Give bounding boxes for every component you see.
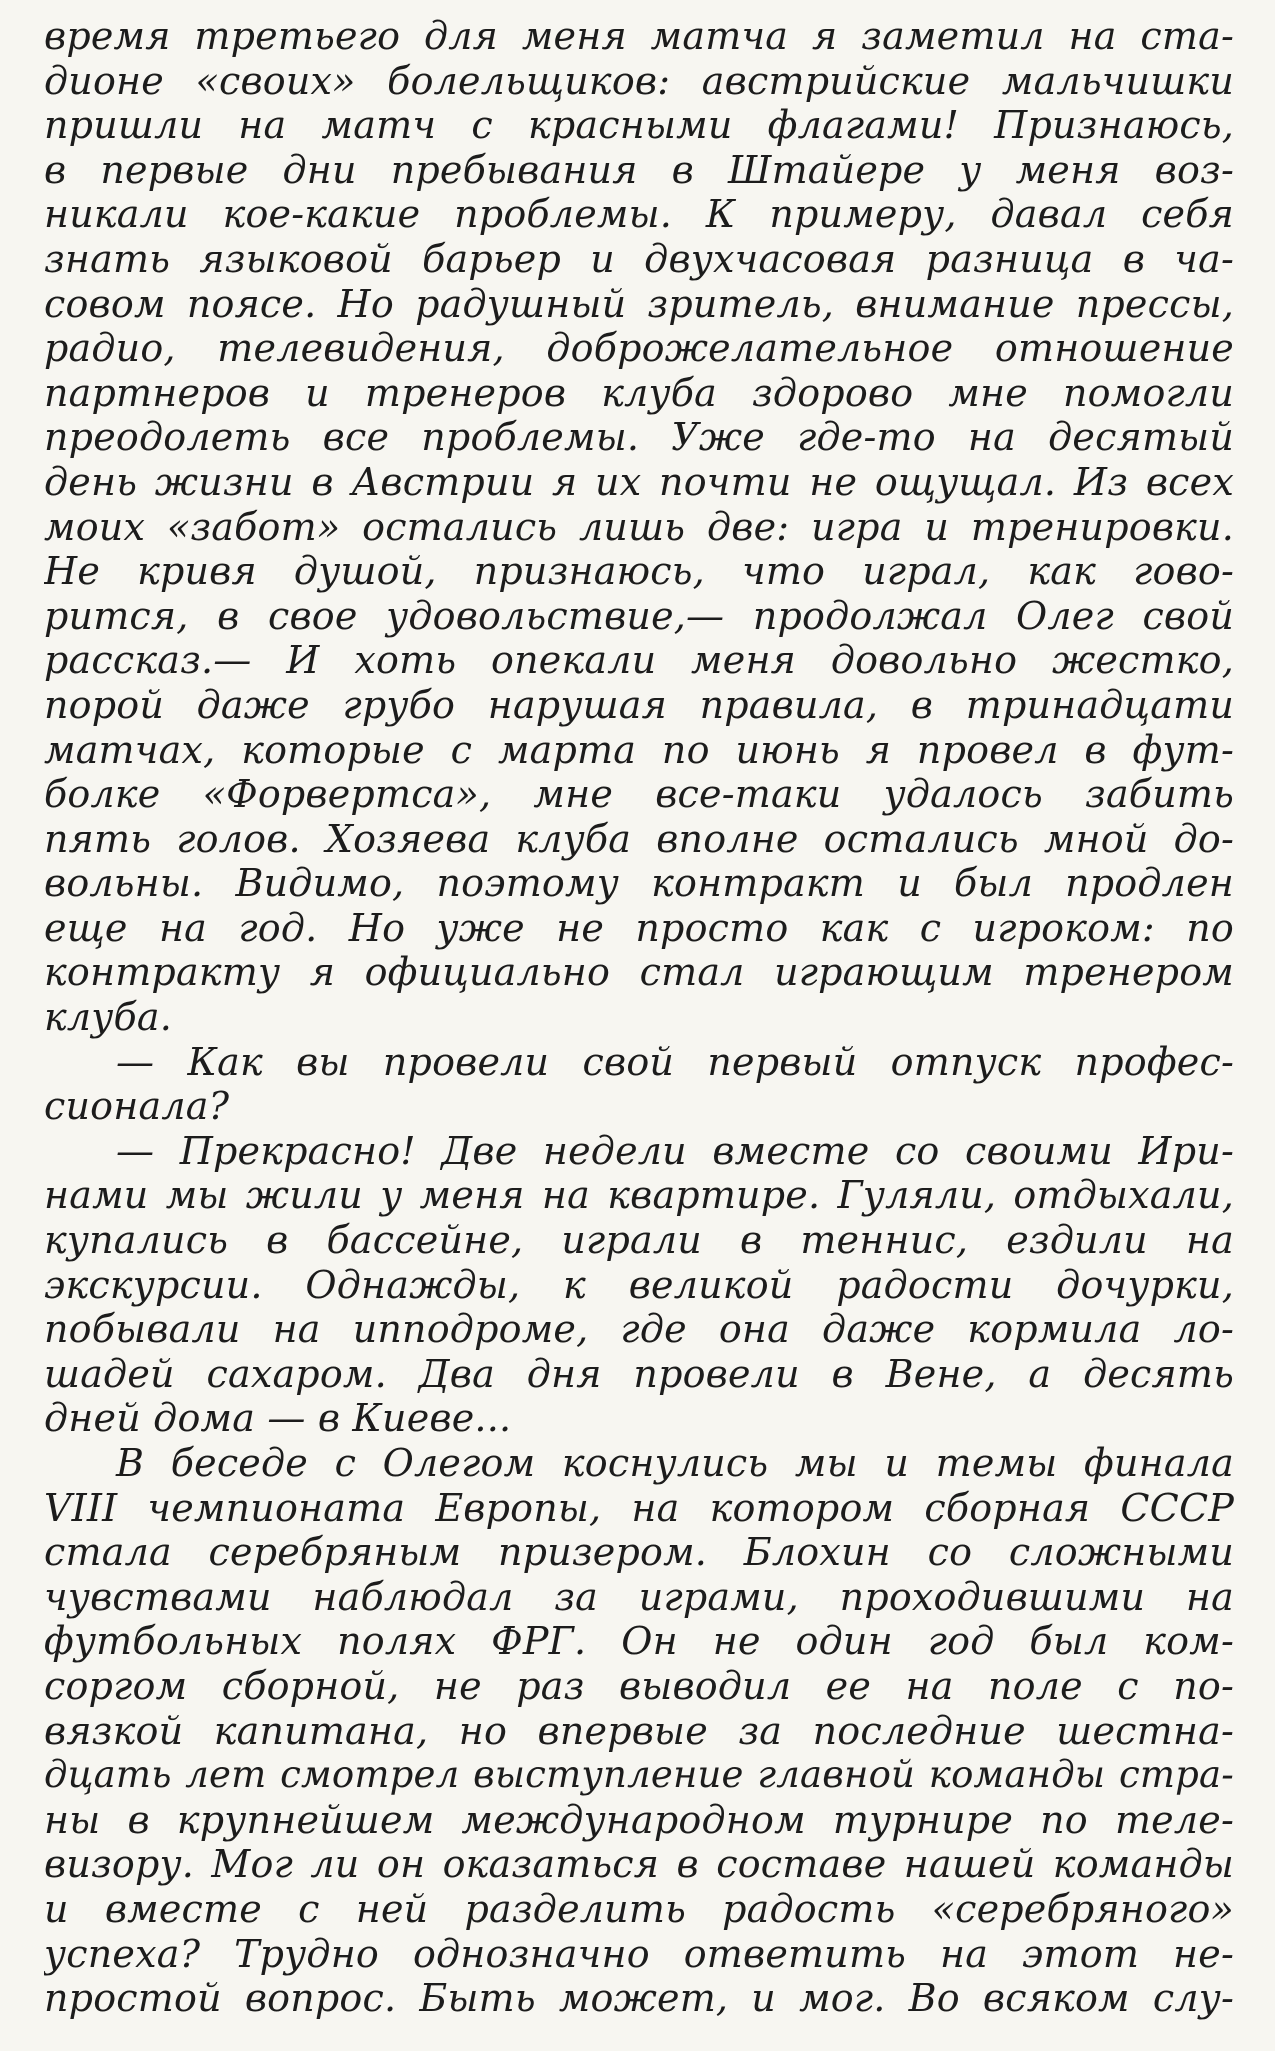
text-line: вязкой капитана, но впервые за последние шестна- xyxy=(44,1708,1234,1753)
text-line: рассказ.— И хоть опекали меня довольно жестко, xyxy=(44,638,1234,683)
text-line: купались в бассейне, играли в теннис, ездили на xyxy=(44,1218,1234,1263)
text-line: визору. Мог ли он оказаться в составе нашей команды xyxy=(44,1842,1234,1887)
text-line: чувствами наблюдал за играми, проходившими на xyxy=(44,1574,1234,1619)
text-line: экскурсии. Однажды, к великой радости дочурки, xyxy=(44,1262,1234,1307)
text-line: соргом сборной, не раз выводил ее на поле с по- xyxy=(44,1663,1234,1708)
text-line: радио, телевидения, доброжелательное отношение xyxy=(44,326,1234,371)
text-line: знать языковой барьер и двухчасовая разница в ча- xyxy=(44,236,1234,281)
text-line: никали кое-какие проблемы. К примеру, давал себя xyxy=(44,192,1234,237)
text-line: контракту я официально стал играющим тренером xyxy=(44,950,1234,995)
text-line: рится, в свое удовольствие,— продолжал Олег свой xyxy=(44,593,1234,638)
text-line: VIII чемпионата Европы, на котором сборная СССР xyxy=(44,1485,1234,1530)
text-line: матчах, которые с марта по июнь я провел в фут- xyxy=(44,727,1234,772)
text-line: ны в крупнейшем международном турнире по теле- xyxy=(44,1797,1234,1842)
text-line: дней дома — в Киеве... xyxy=(44,1396,512,1441)
body-text xyxy=(44,14,1234,2021)
text-line: пришли на матч с красными флагами! Признаюсь, xyxy=(44,103,1234,148)
text-line: В беседе с Олегом коснулись мы и темы финала xyxy=(116,1441,1234,1485)
text-line: еще на год. Но уже не просто как с игроком: по xyxy=(44,905,1234,950)
text-line: клуба. xyxy=(44,995,173,1040)
text-line: успеха? Трудно однозначно ответить на этот не- xyxy=(44,1931,1234,1976)
text-line: сионала? xyxy=(44,1084,230,1129)
text-line: партнеров и тренеров клуба здорово мне помогли xyxy=(44,370,1234,415)
text-line: день жизни в Австрии я их почти не ощущал. Из всех xyxy=(44,459,1234,504)
text-line: дцать лет смотрел выступление главной команды стра- xyxy=(44,1753,1234,1797)
text-line: пять голов. Хозяева клуба вполне остались мной до- xyxy=(44,816,1234,861)
text-line: стала серебряным призером. Блохин со сложными xyxy=(44,1530,1234,1575)
text-line: Не кривя душой, признаюсь, что играл, как гово- xyxy=(44,549,1234,594)
text-line: моих «забот» остались лишь две: игра и тренировки. xyxy=(44,504,1234,549)
text-line: совом поясе. Но радушный зритель, внимание прессы, xyxy=(44,281,1234,326)
text-line: шадей сахаром. Два дня провели в Вене, а десять xyxy=(44,1351,1234,1396)
text-line: порой даже грубо нарушая правила, в тринадцати xyxy=(44,682,1234,727)
text-line: время третьего для меня матча я заметил на ста- xyxy=(44,14,1234,58)
text-line: футбольных полях ФРГ. Он не один год был ком- xyxy=(44,1619,1234,1664)
text-line: болке «Форвертса», мне все-таки удалось забить xyxy=(44,772,1234,817)
text-line: — Прекрасно! Две недели вместе со своими Ири- xyxy=(116,1128,1234,1173)
text-line: дионе «своих» болельщиков: австрийские мальчишки xyxy=(44,58,1234,103)
text-line: вольны. Видимо, поэтому контракт и был продлен xyxy=(44,861,1234,906)
text-line: побывали на ипподроме, где она даже кормила ло- xyxy=(44,1307,1234,1352)
text-line: — Как вы провели свой первый отпуск профес- xyxy=(116,1039,1234,1084)
text-line: и вместе с ней разделить радость «серебряного» xyxy=(44,1886,1234,1931)
text-line: нами мы жили у меня на квартире. Гуляли, отдыхали, xyxy=(44,1173,1234,1218)
text-line: в первые дни пребывания в Штайере у меня воз- xyxy=(44,147,1234,192)
text-line: преодолеть все проблемы. Уже где-то на десятый xyxy=(44,415,1234,460)
text-line: простой вопрос. Быть может, и мог. Во всяком слу- xyxy=(44,1976,1234,2021)
